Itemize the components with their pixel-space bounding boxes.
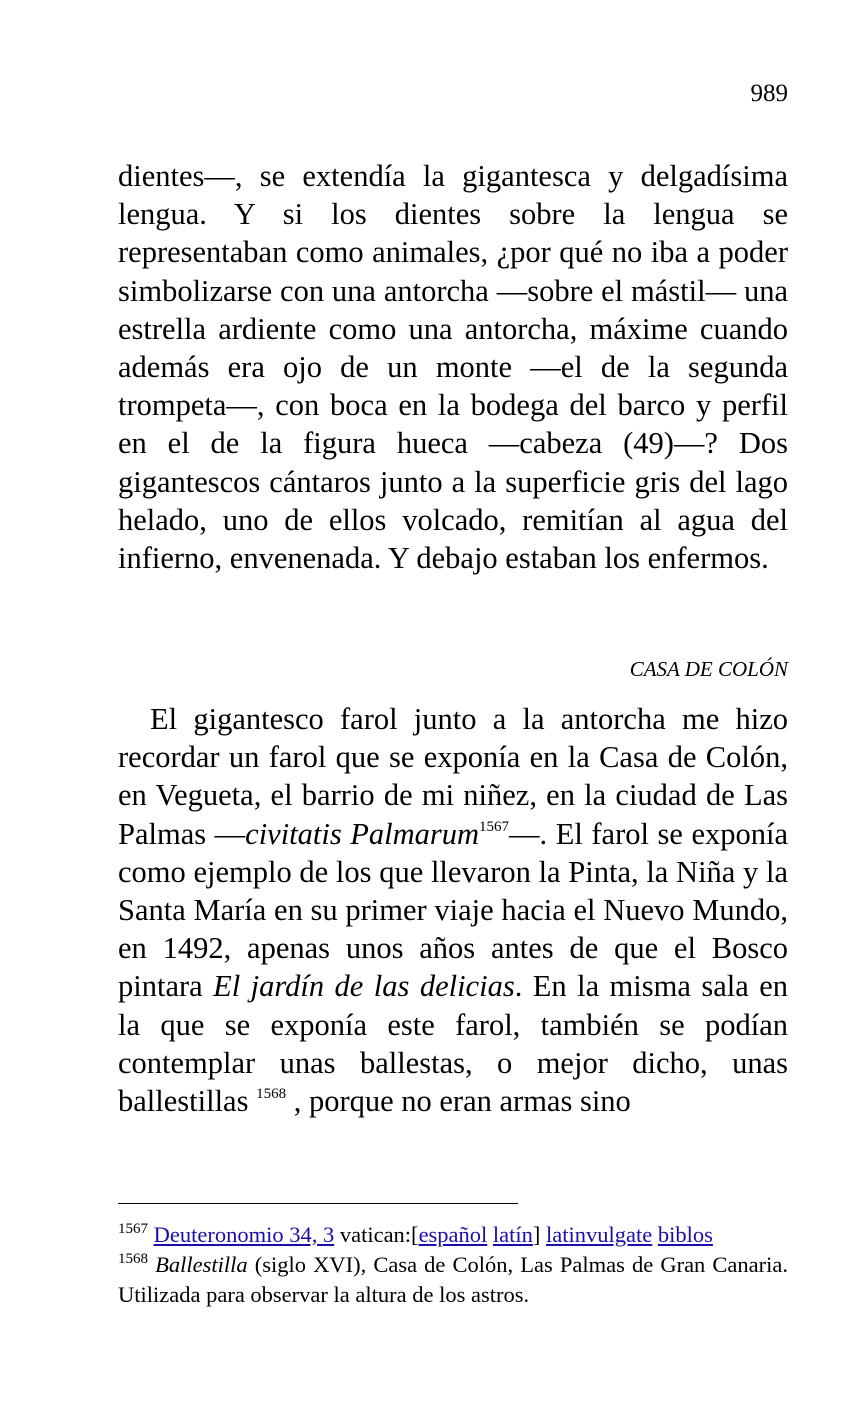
footnote-1567 <box>118 1220 788 1250</box>
latin-phrase: civitatis Palmarum <box>245 816 480 851</box>
paragraph-2-text: . En la misma sala en la que se exponía este farol, también se podían contemplar unas ballestas, o mejor dicho, unas ballestillas <box>118 969 788 1119</box>
footnote-text: ] <box>532 1222 547 1247</box>
footnote-ref-1568[interactable]: 1568 <box>256 1086 287 1103</box>
link-deuteronomio[interactable]: Deuteronomio 34, 3 <box>153 1222 335 1247</box>
footnote-divider <box>118 1203 518 1204</box>
paragraph-2 <box>118 700 788 1120</box>
link-latinvulgate[interactable]: latinvulgate <box>546 1222 653 1247</box>
footnote-number: 1568 <box>118 1251 148 1267</box>
paragraph-2-text: El gigantesco farol junto a la antorcha me hizo recordar un farol que se exponía en la Casa de Colón, en Vegueta, el barrio de mi niñez, en la ciudad de Las Palmas — <box>118 702 788 851</box>
painting-title: El jardín de las delicias <box>213 969 515 1004</box>
footnotes <box>118 1220 788 1310</box>
link-biblos[interactable]: biblos <box>657 1222 713 1247</box>
paragraph-2-text: , porque no eran armas sino <box>286 1084 631 1119</box>
paragraph-1: dientes—, se extendía la gigantesca y delgadísima lengua. Y si los dientes sobre la lengua se representaban como animales, ¿por qué no iba a poder simbolizarse con una antorcha —sobre el mástil— una estrella ardiente como una antorcha, máxime cuando además era ojo de un monte —el de la segunda trompeta—, con boca en la bodega del barco y perfil en el de la figura hueca —cabeza (49)—? Dos gigantescos cántaros junto a la superficie gris del lago helado, uno de ellos volcado, remitían al agua del infierno, envenenada. Y debajo estaban los enfermos. <box>118 159 788 576</box>
footnote-ref-1567[interactable]: 1567 <box>479 818 510 835</box>
footnote-number: 1567 <box>118 1221 148 1237</box>
footnote-text: vatican:[ <box>334 1222 419 1247</box>
footnote-text: (siglo XVI), Casa de Colón, Las Palmas de Gran Canaria. Utilizada para observar la altura de los astros. <box>118 1252 789 1307</box>
footnote-italic-term: Ballestilla <box>155 1252 248 1277</box>
link-latin[interactable]: latín <box>492 1222 533 1247</box>
page-number: 989 <box>750 80 788 107</box>
link-espanol[interactable]: español <box>418 1222 488 1247</box>
paragraph-2-text: —. El farol se exponía como ejemplo de los que llevaron la Pinta, la Niña y la Santa María en su primer viaje hacia el Nuevo Mundo, en 1492, apenas unos años antes de que el Bosco pintara <box>118 816 788 1004</box>
section-heading: CASA DE COLÓN <box>629 657 788 681</box>
footnote-1568 <box>118 1250 788 1310</box>
